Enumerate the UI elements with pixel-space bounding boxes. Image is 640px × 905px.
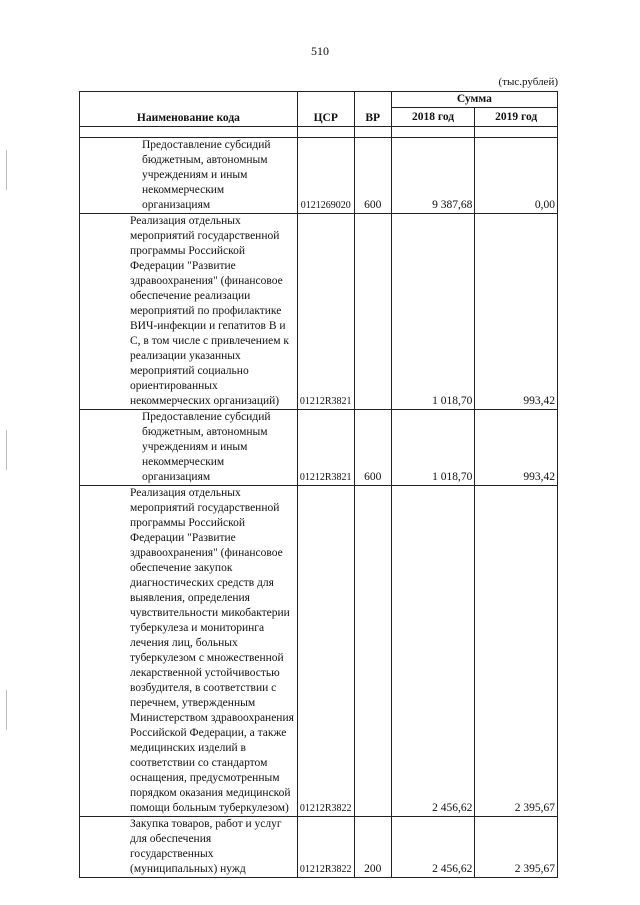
- row-csr: 01212R3821: [297, 214, 354, 410]
- row-2019: 2 395,67: [475, 817, 558, 878]
- table-row: [80, 214, 558, 410]
- row-2018: 2 456,62: [391, 817, 475, 878]
- row-vr: [354, 486, 391, 817]
- row-name-text: Предоставление субсидий бюджетным, автономным учреждениям и иным некоммерческим организациям: [142, 411, 271, 483]
- header-row: [80, 92, 558, 108]
- binder-mark: [6, 430, 7, 470]
- binder-mark: [6, 690, 7, 730]
- row-name: [80, 817, 298, 878]
- row-name: [80, 410, 298, 486]
- header-2018: 2018 год: [391, 108, 475, 127]
- table-row: [80, 410, 558, 486]
- row-2018: 1 018,70: [391, 214, 475, 410]
- header-sum: Сумма: [391, 92, 557, 108]
- header-vr: ВР: [354, 92, 391, 127]
- row-csr: 01212R3822: [297, 486, 354, 817]
- table-row: [80, 817, 558, 878]
- row-2019: 2 395,67: [475, 486, 558, 817]
- row-vr: 600: [354, 138, 391, 214]
- row-2018: 1 018,70: [391, 410, 475, 486]
- row-name: [80, 138, 298, 214]
- row-2019: 0,00: [475, 138, 558, 214]
- header-csr: ЦСР: [297, 92, 354, 127]
- spacer-row: [80, 127, 558, 138]
- row-name-text: Реализация отдельных мероприятий государственной программы Российской Федерации "Развитие здравоохранения" (финансовое обеспечение реализации мероприятий по профилактике ВИЧ-инфекции и гепатитов В и С, в том числе с привлечением к реализации указанных мероприятий социально ориентированных некоммерческих организаций): [130, 215, 289, 407]
- binder-mark: [6, 150, 7, 190]
- header-2019: 2019 год: [475, 108, 558, 127]
- row-2018: 9 387,68: [391, 138, 475, 214]
- row-2019: 993,42: [475, 214, 558, 410]
- budget-table: [79, 91, 558, 878]
- row-csr: 01212R3822: [297, 817, 354, 878]
- row-vr: 200: [354, 817, 391, 878]
- page-number: 510: [311, 44, 329, 58]
- table-row: [80, 486, 558, 817]
- row-name: [80, 486, 298, 817]
- row-2019: 993,42: [475, 410, 558, 486]
- row-2018: 2 456,62: [391, 486, 475, 817]
- row-csr: 0121269020: [297, 138, 354, 214]
- row-name: [80, 214, 298, 410]
- row-csr: 01212R3821: [297, 410, 354, 486]
- unit-label: (тыс.рублей): [498, 76, 558, 88]
- row-vr: [354, 214, 391, 410]
- row-vr: 600: [354, 410, 391, 486]
- row-name-text: Предоставление субсидий бюджетным, автономным учреждениям и иным некоммерческим организациям: [142, 139, 271, 211]
- row-name-text: Реализация отдельных мероприятий государственной программы Российской Федерации "Развитие здравоохранения" (финансовое обеспечение закупок диагностических средств для выявления, определения чувствительности микобактерии туберкулеза и мониторинга лечения лиц, больных туберкулезом с множественной лекарственной устойчивостью возбудителя, в соответствии с перечнем, утвержденным Министерством здравоохранения Российской Федерации, а также медицинских изделий в соответствии со стандартом оснащения, предусмотренным порядком оказания медицинской помощи больным туберкулезом): [130, 487, 294, 814]
- row-name-text: Закупка товаров, работ и услуг для обеспечения государственных (муниципальных) нужд: [130, 818, 282, 875]
- table-row: [80, 138, 558, 214]
- header-name: Наименование кода: [80, 92, 298, 127]
